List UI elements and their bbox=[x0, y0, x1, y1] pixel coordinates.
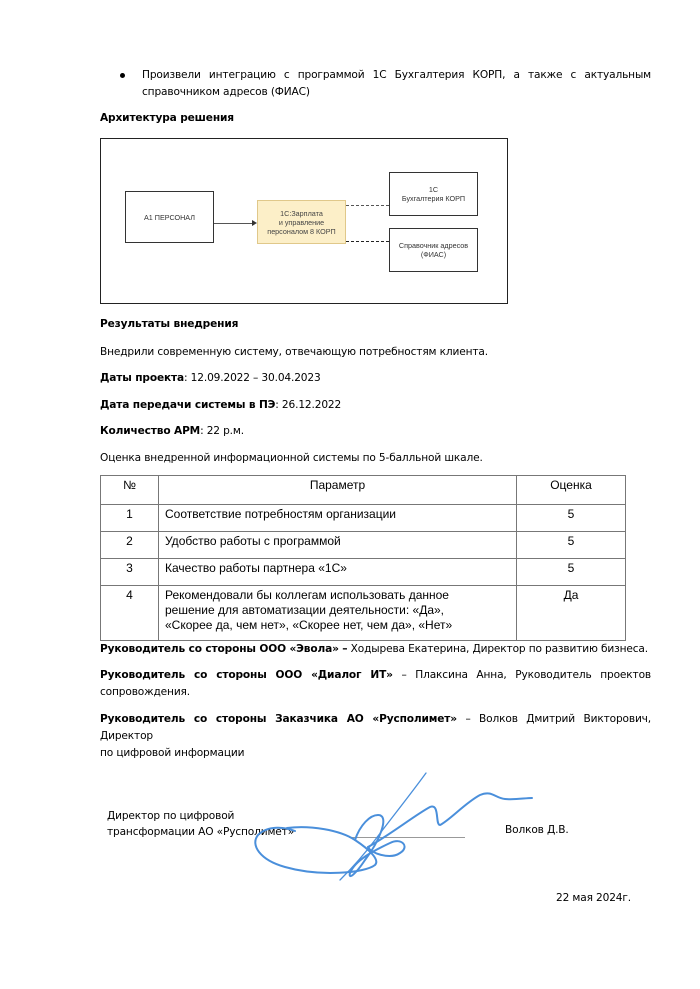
cell-param-line: «Скорее да, чем нет», «Скорее нет, чем да», «Нет» bbox=[165, 618, 453, 632]
table-row bbox=[101, 559, 626, 586]
workstations-label: Количество АРМ bbox=[100, 425, 201, 437]
diagram-box-label: Справочник адресов bbox=[398, 241, 469, 250]
project-dates bbox=[100, 370, 651, 387]
manager-customer-label: Руководитель со стороны Заказчика АО «Русполимет» bbox=[100, 713, 457, 725]
diagram-box-label: и управление bbox=[278, 217, 325, 227]
manager-dialog-value-line2: сопровождения. bbox=[100, 686, 191, 698]
cell-score: 5 bbox=[517, 532, 626, 559]
diagram-box-a1-personal bbox=[125, 191, 214, 243]
table-header-row bbox=[101, 476, 626, 505]
diagram-arrow-line bbox=[214, 223, 254, 224]
handover-date bbox=[100, 397, 651, 414]
cell-param-line: Рекомендовали бы коллегам использовать данное bbox=[165, 588, 449, 602]
rating-intro: Оценка внедренной информационной системы по 5-балльной шкале. bbox=[100, 452, 483, 464]
diagram-box-label: (ФИАС) bbox=[420, 250, 447, 259]
cell-param: Качество работы партнера «1С» bbox=[159, 559, 517, 586]
results-heading: Результаты внедрения bbox=[100, 318, 239, 330]
cell-score: Да bbox=[517, 586, 626, 641]
manager-customer bbox=[100, 711, 651, 762]
handover-date-value: : 26.12.2022 bbox=[275, 399, 342, 411]
diagram-dashed-connector bbox=[346, 205, 389, 206]
manager-evola-label: Руководитель со стороны ООО «Эвола» – bbox=[100, 643, 348, 655]
workstations-value: : 22 р.м. bbox=[200, 425, 244, 437]
header-param: Параметр bbox=[159, 476, 517, 505]
diagram-box-label: 1С bbox=[428, 185, 439, 194]
header-num: № bbox=[101, 476, 159, 505]
table-row bbox=[101, 532, 626, 559]
diagram-box-label: персоналом 8 КОРП bbox=[267, 226, 336, 236]
cell-param-line: решение для автоматизации деятельности: «Да», bbox=[165, 603, 445, 617]
rating-table bbox=[100, 475, 626, 641]
cell-num: 2 bbox=[101, 532, 159, 559]
diagram-box-label: А1 ПЕРСОНАЛ bbox=[144, 212, 195, 222]
signatory-title-line1: Директор по цифровой bbox=[107, 810, 235, 822]
manager-dialog-value: – Плаксина Анна, Руководитель проектов bbox=[392, 669, 651, 681]
cell-score: 5 bbox=[517, 559, 626, 586]
diagram-box-buh-korp bbox=[389, 172, 478, 216]
manager-evola-value: Ходырева Екатерина, Директор по развитию бизнеса. bbox=[347, 643, 648, 655]
architecture-diagram bbox=[100, 138, 508, 304]
diagram-box-label: 1С:Зарплата bbox=[280, 208, 323, 218]
cell-param: Соответствие потребностям организации bbox=[159, 505, 517, 532]
signatory-name: Волков Д.В. bbox=[505, 824, 569, 836]
signatory-title-line2: трансформации АО «Русполимет» bbox=[107, 826, 295, 838]
manager-customer-value: – Волков Дмитрий Викторович, Директор bbox=[100, 713, 652, 742]
cell-num: 4 bbox=[101, 586, 159, 641]
table-row bbox=[101, 586, 626, 641]
bullet-text-line1: Произвели интеграцию с программой 1С Бухгалтерия КОРП, а также с актуальным bbox=[142, 69, 651, 81]
workstations-count bbox=[100, 423, 651, 440]
cell-score: 5 bbox=[517, 505, 626, 532]
architecture-heading: Архитектура решения bbox=[100, 112, 234, 124]
manager-dialog-label: Руководитель со стороны ООО «Диалог ИТ» bbox=[100, 669, 393, 681]
manager-customer-value-line2: по цифровой информации bbox=[100, 747, 245, 759]
handwritten-signature-icon bbox=[240, 765, 540, 895]
header-score: Оценка bbox=[517, 476, 626, 505]
bullet-icon bbox=[120, 73, 125, 78]
results-summary: Внедрили современную систему, отвечающую потребностям клиента. bbox=[100, 346, 488, 358]
handover-date-label: Дата передачи системы в ПЭ bbox=[100, 399, 276, 411]
diagram-dashed-connector bbox=[346, 241, 389, 242]
diagram-box-label: Бухгалтерия КОРП bbox=[401, 194, 466, 203]
cell-num: 3 bbox=[101, 559, 159, 586]
cell-num: 1 bbox=[101, 505, 159, 532]
diagram-box-zup-korp bbox=[257, 200, 346, 244]
cell-param bbox=[159, 586, 517, 641]
manager-evola bbox=[100, 641, 651, 658]
project-dates-value: : 12.09.2022 – 30.04.2023 bbox=[184, 372, 321, 384]
bullet-text-line2: справочником адресов (ФИАС) bbox=[142, 86, 310, 98]
diagram-box-fias bbox=[389, 228, 478, 272]
cell-param: Удобство работы с программой bbox=[159, 532, 517, 559]
project-dates-label: Даты проекта bbox=[100, 372, 185, 384]
signature-date: 22 мая 2024г. bbox=[556, 892, 632, 904]
table-row bbox=[101, 505, 626, 532]
manager-dialog bbox=[100, 667, 651, 701]
